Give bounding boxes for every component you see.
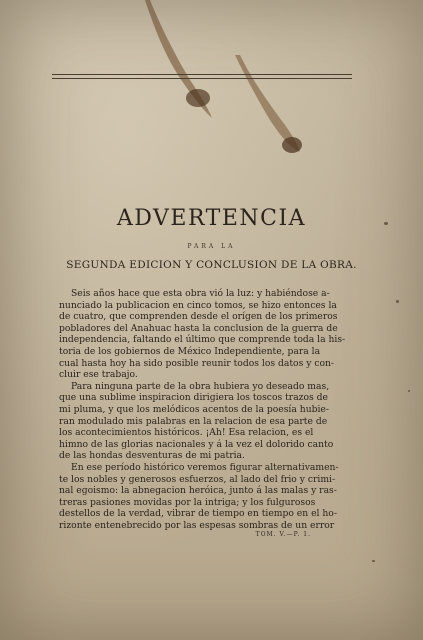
- text-line: de cuatro, que comprenden desde el orígen de los primeros: [59, 311, 338, 323]
- body-text: [59, 288, 387, 531]
- text-line: nunciado la publicacion en cinco tomos, se hizo entonces la: [59, 299, 337, 311]
- top-rule: [52, 74, 352, 75]
- text-line: treras pasiones movidas por la intriga; y los fulgurosos: [59, 496, 316, 508]
- text-line: te los nobles y generosos esfuerzos, al lado del frio y crimi-: [59, 473, 336, 485]
- text-line: cual hasta hoy ha sido posible reunir todos los datos y con-: [59, 357, 335, 369]
- signature-mark: TOM. V.—P. 1.: [255, 531, 311, 538]
- text-line: cluir ese trabajo.: [59, 369, 138, 381]
- text-line: toria de los gobiernos de México Independiente, para la: [59, 345, 321, 357]
- text-line: los acontecimientos históricos. ¡Ah! Esa relacion, es el: [59, 427, 314, 439]
- text-line: rizonte entenebrecido por las espesas sombras de un error: [59, 519, 335, 531]
- paper-speck: [396, 300, 399, 303]
- text-line: Seis años hace que esta obra vió la luz: y habiéndose a-: [71, 288, 330, 299]
- text-line: himno de las glorias nacionales y á la vez el dolorido canto: [59, 438, 334, 450]
- text-line: destellos de la verdad, vibrar de tiempo en tiempo en el ho-: [59, 508, 337, 520]
- paper-speck: [408, 390, 410, 392]
- subtitle: SEGUNDA EDICION Y CONCLUSION DE LA OBRA.: [66, 259, 357, 271]
- text-line: de las hondas desventuras de mi patria.: [59, 450, 245, 462]
- text-line: que una sublime inspiracion dirigiera los toscos trazos de: [59, 392, 328, 404]
- ink-stain: [120, 0, 320, 170]
- text-line: En ese período histórico veremos figurar alternativamen-: [71, 461, 339, 473]
- para-label: PARA LA: [187, 243, 236, 250]
- page-title: ADVERTENCIA: [116, 206, 307, 231]
- text-line: nal egoismo: la abnegacion heróica, junto á las malas y ras-: [59, 485, 337, 497]
- text-line: independencia, faltando el último que comprende toda la his-: [59, 334, 346, 346]
- text-line: ran modulado mis palabras en la relacion de esa parte de: [59, 415, 328, 427]
- paper-speck: [372, 560, 375, 562]
- top-rule-thin: [52, 78, 352, 79]
- paper-speck: [384, 222, 388, 225]
- text-line: mi pluma, y que los melódicos acentos de la poesía hubie-: [59, 403, 329, 415]
- text-line: pobladores del Anahuac hasta la conclusion de la guerra de: [59, 322, 338, 334]
- text-line: Para ninguna parte de la obra hubiera yo deseado mas,: [71, 380, 330, 392]
